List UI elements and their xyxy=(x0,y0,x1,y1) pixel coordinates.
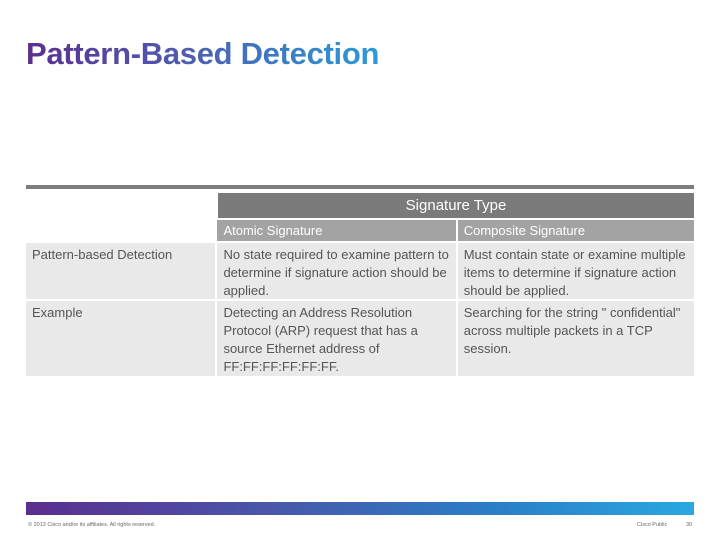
table-row xyxy=(26,243,694,299)
page-number: 30 xyxy=(686,522,693,528)
signature-type-header: Signature Type xyxy=(218,193,694,218)
composite-cell: Searching for the string " confidential" across multiple packets in a TCP session. xyxy=(458,301,694,376)
atomic-cell: No state required to examine pattern to determine if signature action should be applied. xyxy=(217,243,455,299)
column-header-row xyxy=(26,220,694,241)
empty-header-cell xyxy=(26,220,215,241)
atomic-cell: Detecting an Address Resolution Protocol (ARP) request that has a source Ethernet address of FF:FF:FF:FF:FF:FF. xyxy=(217,301,455,376)
table-row xyxy=(26,301,694,376)
table-top-rule xyxy=(26,185,694,189)
slide-title: Pattern-Based Detection xyxy=(26,36,380,71)
signature-table xyxy=(26,185,694,376)
atomic-signature-header: Atomic Signature xyxy=(217,220,455,241)
footer-gradient-bar xyxy=(26,502,694,515)
row-label: Example xyxy=(26,301,215,376)
copyright-text: © 2013 Cisco and/or its affiliates. All rights reserved. xyxy=(28,522,156,528)
classification-text: Cisco Public xyxy=(637,522,668,528)
row-label: Pattern-based Detection xyxy=(26,243,215,299)
composite-signature-header: Composite Signature xyxy=(458,220,694,241)
composite-cell: Must contain state or examine multiple items to determine if signature action should be applied. xyxy=(458,243,694,299)
